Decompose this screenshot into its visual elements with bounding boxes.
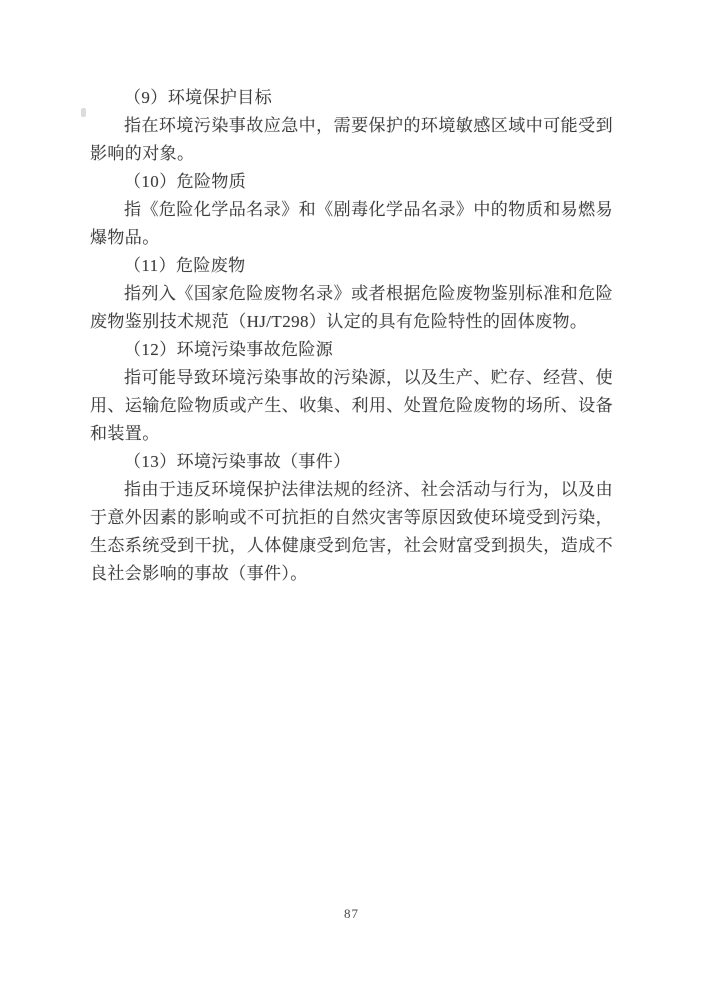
paragraph-heading-12: （12）环境污染事故危险源 bbox=[124, 340, 334, 359]
paragraph-body-10: 指《危险化学品名录》和《剧毒化学品名录》中的物质和易燃易爆物品。 bbox=[90, 200, 613, 247]
paragraph-body-11: 指列入《国家危险废物名录》或者根据危险废物鉴别标准和危险废物鉴别技术规范（HJ/T298）认定的具有危险特性的固体废物。 bbox=[90, 284, 613, 331]
paragraph-body-13: 指由于违反环境保护法律法规的经济、社会活动与行为，以及由于意外因素的影响或不可抗拒的自然灾害等原因致使环境受到污染，生态系统受到干扰，人体健康受到危害，社会财富受到损失，造成不良社会影响的事故（事件）。 bbox=[90, 480, 613, 583]
paragraph-body-9: 指在环境污染事故应急中，需要保护的环境敏感区域中可能受到影响的对象。 bbox=[90, 116, 613, 163]
page-number: 87 bbox=[344, 906, 359, 921]
paragraph-heading-13: （13）环境污染事故（事件） bbox=[124, 452, 351, 471]
paragraph-heading-10: （10）危险物质 bbox=[124, 172, 247, 191]
document-body bbox=[90, 84, 613, 588]
paragraph-body-12: 指可能导致环境污染事故的污染源，以及生产、贮存、经营、使用、运输危险物质或产生、收集、利用、处置危险废物的场所、设备和装置。 bbox=[90, 368, 613, 443]
paragraph-heading-9: （9）环境保护目标 bbox=[124, 88, 273, 107]
scan-artifact bbox=[81, 108, 86, 117]
paragraph-heading-11: （11）危险废物 bbox=[124, 256, 246, 275]
